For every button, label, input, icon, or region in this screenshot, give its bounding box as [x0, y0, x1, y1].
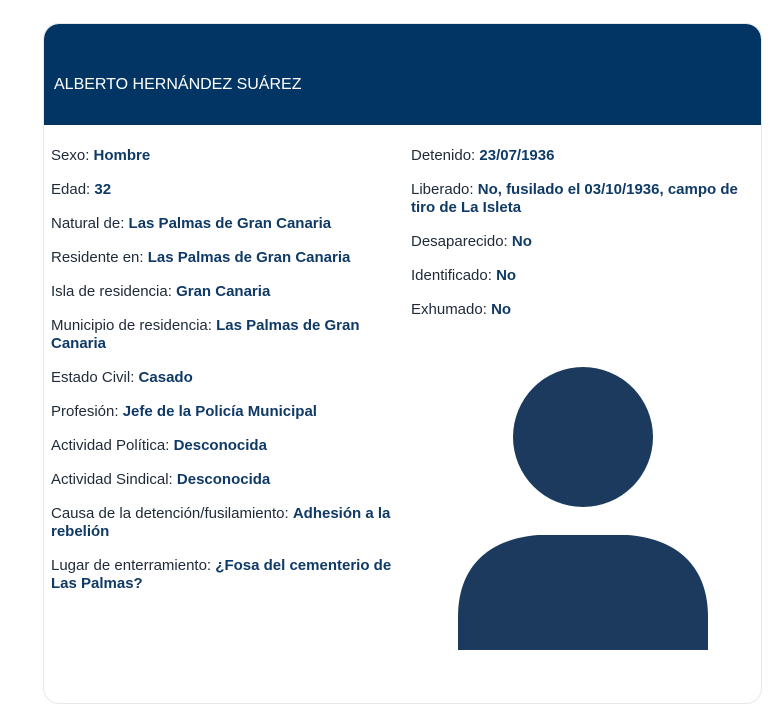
field-label: Lugar de enterramiento:	[51, 557, 212, 574]
field-detenido	[411, 147, 751, 165]
field-label: Profesión:	[51, 403, 119, 420]
field-label: Sexo:	[51, 147, 90, 164]
field-value: Las Palmas de Gran Canaria	[128, 215, 332, 232]
field-label: Natural de:	[51, 215, 125, 232]
field-label: Residente en:	[51, 249, 144, 266]
victim-card	[43, 23, 762, 704]
field-value: No	[511, 233, 532, 250]
field-label: Detenido:	[411, 147, 476, 164]
field-profesion	[51, 403, 401, 421]
field-label: Actividad Sindical:	[51, 471, 173, 488]
field-label: Actividad Política:	[51, 437, 170, 454]
field-residente	[51, 249, 401, 267]
field-liberado	[411, 181, 751, 217]
field-value: No, fusilado el 03/10/1936, campo de tiro de La Isleta	[411, 181, 738, 216]
field-value: Casado	[138, 369, 193, 386]
field-estado-civil	[51, 369, 401, 387]
field-desaparecido	[411, 233, 751, 251]
field-municipio	[51, 317, 401, 353]
field-value: Adhesión a la rebelión	[51, 505, 391, 540]
field-value: Desconocida	[173, 437, 267, 454]
field-label: Liberado:	[411, 181, 474, 198]
person-name: ALBERTO HERNÁNDEZ SUÁREZ	[54, 76, 302, 93]
field-label: Causa de la detención/fusilamiento:	[51, 505, 289, 522]
field-isla	[51, 283, 401, 301]
field-value: Hombre	[93, 147, 151, 164]
field-label: Municipio de residencia:	[51, 317, 212, 334]
field-label: Edad:	[51, 181, 91, 198]
field-value: Jefe de la Policía Municipal	[122, 403, 317, 420]
field-natural	[51, 215, 401, 233]
field-label: Identificado:	[411, 267, 492, 284]
field-label: Exhumado:	[411, 301, 487, 318]
field-edad	[51, 181, 401, 199]
field-actividad-politica	[51, 437, 401, 455]
right-column	[411, 147, 751, 335]
field-label: Isla de residencia:	[51, 283, 172, 300]
field-label: Estado Civil:	[51, 369, 135, 386]
field-value: Gran Canaria	[176, 283, 271, 300]
field-value: Las Palmas de Gran Canaria	[51, 317, 360, 352]
field-value: No	[491, 301, 512, 318]
field-label: Desaparecido:	[411, 233, 508, 250]
field-exhumado	[411, 301, 751, 319]
field-actividad-sindical	[51, 471, 401, 489]
left-column	[51, 147, 401, 609]
field-value: Desconocida	[176, 471, 271, 488]
card-header	[44, 24, 761, 125]
field-value: 23/07/1936	[479, 147, 555, 164]
field-sexo	[51, 147, 401, 165]
field-enterramiento	[51, 557, 401, 593]
field-value: Las Palmas de Gran Canaria	[147, 249, 351, 266]
field-value: ¿Fosa del cementerio de Las Palmas?	[51, 557, 392, 592]
field-causa	[51, 505, 401, 541]
field-value: 32	[94, 181, 112, 198]
field-value: No	[496, 267, 517, 284]
user-silhouette-icon	[458, 367, 708, 650]
field-identificado	[411, 267, 751, 285]
